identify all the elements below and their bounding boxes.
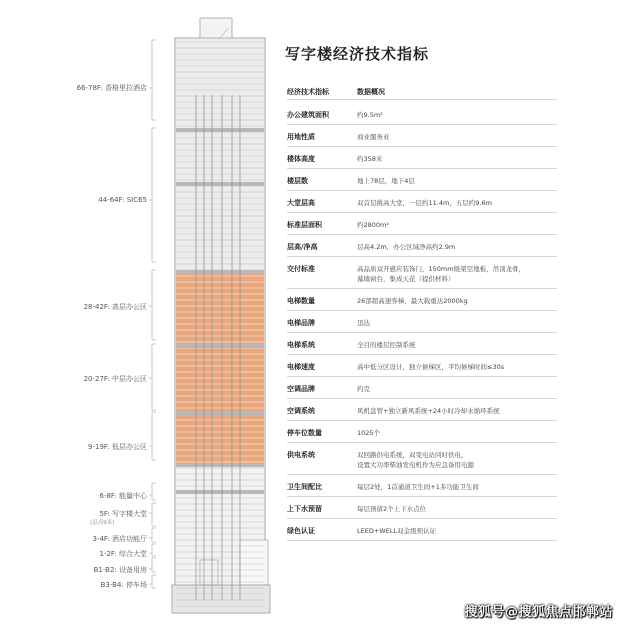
floor-label-office-lobby: 5F: 写字楼大堂 bbox=[99, 510, 147, 518]
table-divider bbox=[287, 354, 557, 355]
table-header-value: 数据概况 bbox=[357, 88, 385, 96]
spec-value-office-area: 约9.5m² bbox=[357, 111, 383, 119]
table-divider bbox=[287, 496, 557, 497]
floor-label-hotel-function: 3-4F: 酒店功能厅 bbox=[92, 535, 147, 543]
spec-key-delivery: 交付标准 bbox=[287, 265, 315, 273]
floor-label-mid-office: 20-27F: 中层办公区 bbox=[83, 375, 147, 383]
upper-glass-zone bbox=[176, 39, 264, 271]
spec-key-plumbing: 上下水预留 bbox=[287, 505, 322, 513]
floor-label-energy-center: 6-8F: 能量中心 bbox=[99, 492, 147, 500]
podium-wing bbox=[240, 540, 268, 585]
table-divider bbox=[287, 474, 557, 475]
table-divider bbox=[287, 398, 557, 399]
table-divider bbox=[287, 540, 557, 541]
floor-label-hotel: 66-78F: 香格里拉酒店 bbox=[76, 84, 147, 92]
floor-label-equipment: B1-B2: 设备用房 bbox=[93, 566, 147, 574]
table-divider bbox=[287, 420, 557, 421]
spec-value-delivery-cont: 幕墙窗台，集成天花（提供材料） bbox=[357, 275, 455, 283]
spec-value-power-cont: 设置大功率柴油发电机作为应急备用电源 bbox=[357, 461, 474, 469]
table-divider bbox=[287, 332, 557, 333]
table-divider bbox=[287, 190, 557, 191]
spec-value-elevator-brand: 迅达 bbox=[357, 319, 370, 327]
table-divider bbox=[287, 288, 557, 289]
spec-value-ac-system: 风机盘管+独立新风系统+24小时冷却水循环系统 bbox=[357, 407, 500, 415]
spec-key-office-area: 办公建筑面积 bbox=[287, 111, 329, 119]
table-divider bbox=[287, 234, 557, 235]
spec-key-green-cert: 绿色认证 bbox=[287, 527, 315, 535]
page-title: 写字楼经济技术指标 bbox=[285, 45, 430, 63]
table-header-key: 经济技术指标 bbox=[287, 88, 329, 96]
spec-value-floor-area: 约2800m² bbox=[357, 221, 389, 229]
spec-value-restroom: 每层2处，1首通道卫生间+1多功能卫生间 bbox=[357, 483, 479, 491]
spec-key-ac-brand: 空调品牌 bbox=[287, 385, 315, 393]
spec-value-parking: 1025个 bbox=[357, 429, 381, 437]
floor-label-office-lobby-note: (层高9米) bbox=[90, 520, 115, 526]
spec-key-land-use: 用地性质 bbox=[287, 133, 315, 141]
spec-key-parking: 停车位数量 bbox=[287, 429, 322, 437]
table-divider bbox=[287, 442, 557, 443]
tower-crown bbox=[200, 18, 232, 38]
table-divider bbox=[287, 124, 557, 125]
spec-key-power: 供电系统 bbox=[287, 451, 315, 459]
spec-key-floors: 楼层数 bbox=[287, 177, 308, 185]
spec-value-elevator-count: 26部超高速客梯，最大载重达2000kg bbox=[357, 297, 468, 305]
basement bbox=[172, 585, 270, 613]
mechanical-band bbox=[176, 412, 264, 416]
mechanical-band bbox=[176, 344, 264, 348]
spec-value-elevator-speed: 高中低分区设计，独立候梯区，平均候梯时间≤30s bbox=[357, 363, 505, 371]
mechanical-band bbox=[176, 490, 264, 494]
watermark: 搜狐号@搜狐焦点邯郸站 bbox=[464, 605, 613, 620]
spec-value-plumbing: 每层预留2个上下水点位 bbox=[357, 505, 427, 513]
table-divider bbox=[287, 518, 557, 519]
mechanical-band bbox=[176, 128, 264, 132]
mechanical-band bbox=[176, 270, 264, 274]
mechanical-band bbox=[176, 463, 264, 467]
spec-value-floors: 地上78层，地下4层 bbox=[357, 177, 415, 185]
floor-label-main-lobby: 1-2F: 综合大堂 bbox=[99, 550, 147, 558]
floor-label-low-office: 9-19F: 低层办公区 bbox=[88, 443, 147, 451]
spec-key-elevator-speed: 电梯速度 bbox=[287, 363, 315, 371]
spec-value-ac-brand: 约克 bbox=[357, 385, 370, 393]
spec-key-elevator-brand: 电梯品牌 bbox=[287, 319, 315, 327]
table-divider bbox=[287, 146, 557, 147]
spec-value-power: 双回路供电系统，双变电站同时供电， bbox=[357, 451, 468, 459]
table-divider bbox=[287, 99, 557, 100]
spec-value-floor-height: 层高4.2m，办公区域净高约2.9m bbox=[357, 243, 456, 251]
spec-value-land-use: 商业服务业 bbox=[357, 133, 390, 141]
floor-label-high-office: 28-42F: 高层办公区 bbox=[83, 303, 147, 311]
spec-value-green-cert: LEED+WELL双金级预认证 bbox=[357, 527, 437, 535]
spec-key-elevator-system: 电梯系统 bbox=[287, 341, 315, 349]
spec-value-delivery: 高品质双开感应装饰门，150mm级架空地板，吊顶龙骨， bbox=[357, 265, 526, 273]
spec-key-ac-system: 空调系统 bbox=[287, 407, 315, 415]
spec-key-elevator-count: 电梯数量 bbox=[287, 297, 315, 305]
spec-key-restroom: 卫生间配比 bbox=[287, 483, 322, 491]
table-divider bbox=[287, 168, 557, 169]
spec-key-floor-area: 标准层面积 bbox=[287, 221, 322, 229]
mechanical-band bbox=[176, 182, 264, 186]
floor-label-sic65: 44-64F: SIC65 bbox=[98, 196, 147, 204]
spec-key-height: 楼体高度 bbox=[287, 155, 315, 163]
spec-value-elevator-system: 全目的楼层控制系统 bbox=[357, 341, 416, 349]
spec-value-height: 约358米 bbox=[357, 155, 383, 163]
table-divider bbox=[287, 376, 557, 377]
table-divider bbox=[287, 256, 557, 257]
spec-value-lobby-height: 双首层挑高大堂，一层约11.4m，五层约9.6m bbox=[357, 199, 492, 207]
table-divider bbox=[287, 310, 557, 311]
spec-key-lobby-height: 大堂层高 bbox=[287, 199, 315, 207]
floor-label-parking: B3-B4: 停车场 bbox=[100, 581, 147, 589]
spec-key-floor-height: 层高/净高 bbox=[287, 243, 318, 251]
table-divider bbox=[287, 212, 557, 213]
